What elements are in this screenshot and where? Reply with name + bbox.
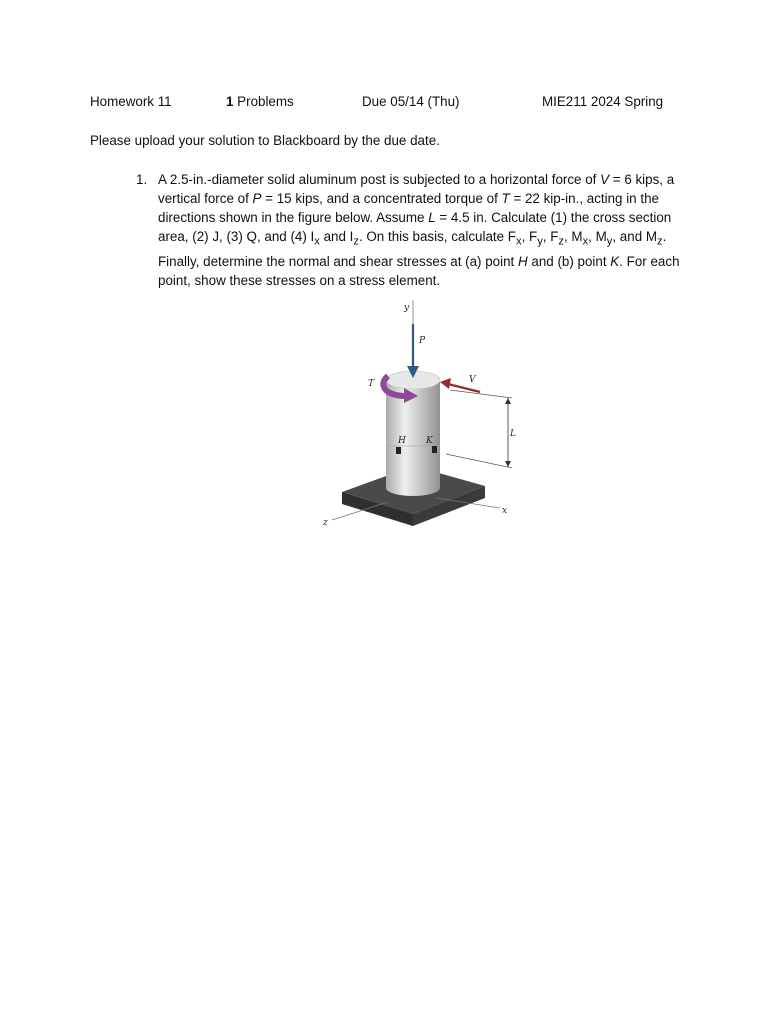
instructions: Please upload your solution to Blackboard by the due date. — [90, 133, 440, 148]
problem-1 — [136, 170, 681, 290]
p-force-label: P — [419, 336, 426, 346]
z-axis-label: z — [323, 518, 328, 528]
post-figure — [318, 296, 523, 532]
problem-count-label: Problems — [233, 94, 294, 109]
problem-count-number: 1 — [226, 94, 234, 109]
l-dimension-arrow-bottom — [505, 461, 511, 467]
point-k-label: K — [426, 436, 433, 446]
problem-count — [226, 94, 294, 109]
due-date: Due 05/14 (Thu) — [362, 94, 460, 109]
l-dimension-arrow-top — [505, 398, 511, 404]
l-dimension-ext-bottom — [446, 454, 512, 468]
l-dimension-label: L — [510, 429, 516, 439]
v-force-arrow-head — [440, 378, 451, 389]
l-dimension-ext-top — [450, 390, 512, 398]
homework-title: Homework 11 — [90, 94, 172, 109]
v-force-arrow — [448, 384, 480, 392]
x-axis-label: x — [502, 506, 508, 516]
y-axis-label: y — [404, 303, 410, 313]
problem-number: 1. — [136, 172, 148, 187]
point-k-marker — [432, 446, 437, 453]
v-force-label: V — [469, 375, 476, 385]
problem-text: A 2.5-in.-diameter solid aluminum post is subjected to a horizontal force of V = 6 kips, a vertical force of P = 15 kips, and a concentrated torque of T = 22 kip-in., acting in the directions shown in the figure below. Assume L = 4.5 in. Calculate (1) the cross section area, (2) J, (3) Q, and (4) $I_x$ and $I_z$. On this basis, calculate $F_x$, $F_y$, $F_z$, $M_x$, $M_y$, and $M_z$. Finally, determine the normal and shear stresses at (a) point H and (b) point K. For each point, show these stresses on a stress element. — [158, 172, 680, 288]
torque-label: T — [368, 379, 375, 389]
point-h-marker — [396, 447, 401, 454]
course-name: MIE211 2024 Spring — [542, 94, 664, 109]
point-h-label: H — [398, 436, 406, 446]
